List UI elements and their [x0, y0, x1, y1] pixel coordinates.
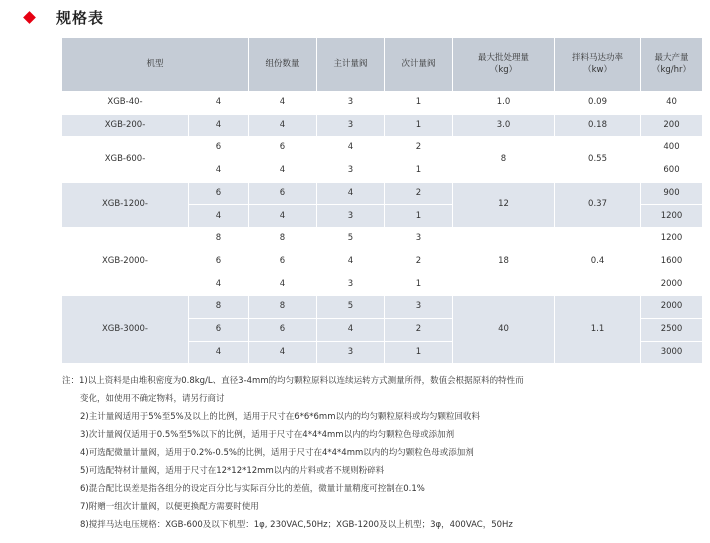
note-line: 2)主计量阀适用于5%至5%及以上的比例，适用于尺寸在6*6*6mm以内的均匀颗粒原料或均匀颗粒回收料 — [80, 412, 480, 422]
cell-main-valve: 4 — [317, 137, 385, 160]
cell-power: 0.4 — [555, 228, 641, 296]
header-main-valve: 主计量阀 — [317, 38, 385, 92]
table-row — [62, 228, 703, 251]
cell-main-valve: 3 — [317, 160, 385, 183]
table-header-row — [62, 38, 703, 92]
note-line: 注：1)以上资料是由堆积密度为0.8kg/L、直径3-4mm的均匀颗粒原料以连续运转方式测量所得，数值会根据原料的特性而 — [62, 376, 524, 386]
cell-sub-valve: 1 — [385, 341, 453, 364]
cell-output: 1200 — [641, 205, 703, 228]
spec-table — [61, 37, 703, 364]
table-row — [62, 182, 703, 205]
cell-sub-valve: 2 — [385, 250, 453, 273]
cell-groups: 4 — [249, 92, 317, 115]
cell-groups: 6 — [249, 318, 317, 341]
cell-count: 8 — [189, 228, 249, 251]
cell-count: 6 — [189, 182, 249, 205]
cell-main-valve: 3 — [317, 273, 385, 296]
note-line: 7)附赠一组次计量阀，以便更换配方需要时使用 — [80, 502, 259, 512]
cell-groups: 4 — [249, 160, 317, 183]
cell-groups: 4 — [249, 273, 317, 296]
cell-main-valve: 4 — [317, 250, 385, 273]
cell-sub-valve: 2 — [385, 318, 453, 341]
cell-groups: 4 — [249, 205, 317, 228]
cell-main-valve: 4 — [317, 182, 385, 205]
cell-output: 3000 — [641, 341, 703, 364]
cell-output: 2500 — [641, 318, 703, 341]
cell-main-valve: 3 — [317, 92, 385, 115]
note-line: 变化，如使用不确定物料，请另行商讨 — [80, 394, 225, 404]
header-power: 拌料马达功率 （kw） — [555, 38, 641, 92]
cell-count: 4 — [189, 273, 249, 296]
cell-count: 4 — [189, 114, 249, 137]
notes-block — [62, 372, 524, 534]
cell-sub-valve: 3 — [385, 296, 453, 319]
cell-groups: 6 — [249, 137, 317, 160]
cell-main-valve: 4 — [317, 318, 385, 341]
cell-groups: 8 — [249, 228, 317, 251]
cell-groups: 4 — [249, 341, 317, 364]
cell-power: 1.1 — [555, 296, 641, 364]
cell-sub-valve: 3 — [385, 228, 453, 251]
cell-power: 0.18 — [555, 114, 641, 137]
cell-groups: 6 — [249, 250, 317, 273]
cell-count: 4 — [189, 341, 249, 364]
cell-count: 6 — [189, 318, 249, 341]
cell-groups: 8 — [249, 296, 317, 319]
cell-output: 2000 — [641, 296, 703, 319]
cell-model: XGB-200- — [62, 114, 189, 137]
cell-model: XGB-3000- — [62, 296, 189, 364]
cell-sub-valve: 1 — [385, 273, 453, 296]
cell-count: 6 — [189, 137, 249, 160]
cell-main-valve: 5 — [317, 296, 385, 319]
cell-sub-valve: 1 — [385, 114, 453, 137]
cell-output: 900 — [641, 182, 703, 205]
cell-output: 200 — [641, 114, 703, 137]
cell-sub-valve: 1 — [385, 92, 453, 115]
cell-power: 0.55 — [555, 137, 641, 182]
table-row — [62, 92, 703, 115]
cell-main-valve: 5 — [317, 228, 385, 251]
cell-model: XGB-2000- — [62, 228, 189, 296]
cell-model: XGB-40- — [62, 92, 189, 115]
cell-main-valve: 3 — [317, 114, 385, 137]
cell-power: 0.09 — [555, 92, 641, 115]
cell-count: 8 — [189, 296, 249, 319]
cell-main-valve: 3 — [317, 205, 385, 228]
cell-sub-valve: 2 — [385, 137, 453, 160]
note-line: 3)次计量阀仅适用于0.5%至5%以下的比例，适用于尺寸在4*4*4mm以内的均匀颗粒色母或添加剂 — [80, 430, 455, 440]
cell-output: 400 — [641, 137, 703, 160]
note-line: 5)可选配特材计量阀，适用于尺寸在12*12*12mm以内的片料或者不规则粉碎料 — [80, 466, 385, 476]
header-output: 最大产量 （kg/hr） — [641, 38, 703, 92]
cell-batch: 18 — [453, 228, 555, 296]
cell-count: 4 — [189, 205, 249, 228]
cell-sub-valve: 1 — [385, 160, 453, 183]
cell-count: 6 — [189, 250, 249, 273]
header-batch: 最大批处理量 （kg） — [453, 38, 555, 92]
cell-model: XGB-600- — [62, 137, 189, 182]
cell-count: 4 — [189, 160, 249, 183]
cell-output: 1200 — [641, 228, 703, 251]
cell-batch: 40 — [453, 296, 555, 364]
cell-sub-valve: 1 — [385, 205, 453, 228]
table-row — [62, 137, 703, 160]
note-line: 6)混合配比误差是指各组分的设定百分比与实际百分比的差值，微量计量精度可控制在0.1% — [80, 484, 425, 494]
cell-main-valve: 3 — [317, 341, 385, 364]
cell-groups: 6 — [249, 182, 317, 205]
cell-model: XGB-1200- — [62, 182, 189, 227]
header-model: 机型 — [62, 38, 249, 92]
diamond-bullet-icon — [23, 11, 36, 24]
cell-batch: 1.0 — [453, 92, 555, 115]
cell-batch: 3.0 — [453, 114, 555, 137]
cell-groups: 4 — [249, 114, 317, 137]
page-title: 规格表 — [56, 8, 105, 27]
cell-power: 0.37 — [555, 182, 641, 227]
note-line: 4)可选配微量计量阀，适用于0.2%-0.5%的比例，适用于尺寸在4*4*4mm以内的均匀颗粒色母或添加剂 — [80, 448, 474, 458]
cell-output: 1600 — [641, 250, 703, 273]
section-heading — [22, 7, 104, 27]
table-row — [62, 296, 703, 319]
header-sub-valve: 次计量阀 — [385, 38, 453, 92]
cell-output: 600 — [641, 160, 703, 183]
header-groups: 组份数量 — [249, 38, 317, 92]
cell-sub-valve: 2 — [385, 182, 453, 205]
cell-output: 40 — [641, 92, 703, 115]
cell-batch: 12 — [453, 182, 555, 227]
cell-output: 2000 — [641, 273, 703, 296]
note-line: 8)搅拌马达电压规格：XGB-600及以下机型：1φ, 230VAC,50Hz；XGB-1200及以上机型；3φ，400VAC，50Hz — [80, 520, 513, 530]
table-row — [62, 114, 703, 137]
cell-count: 4 — [189, 92, 249, 115]
cell-batch: 8 — [453, 137, 555, 182]
